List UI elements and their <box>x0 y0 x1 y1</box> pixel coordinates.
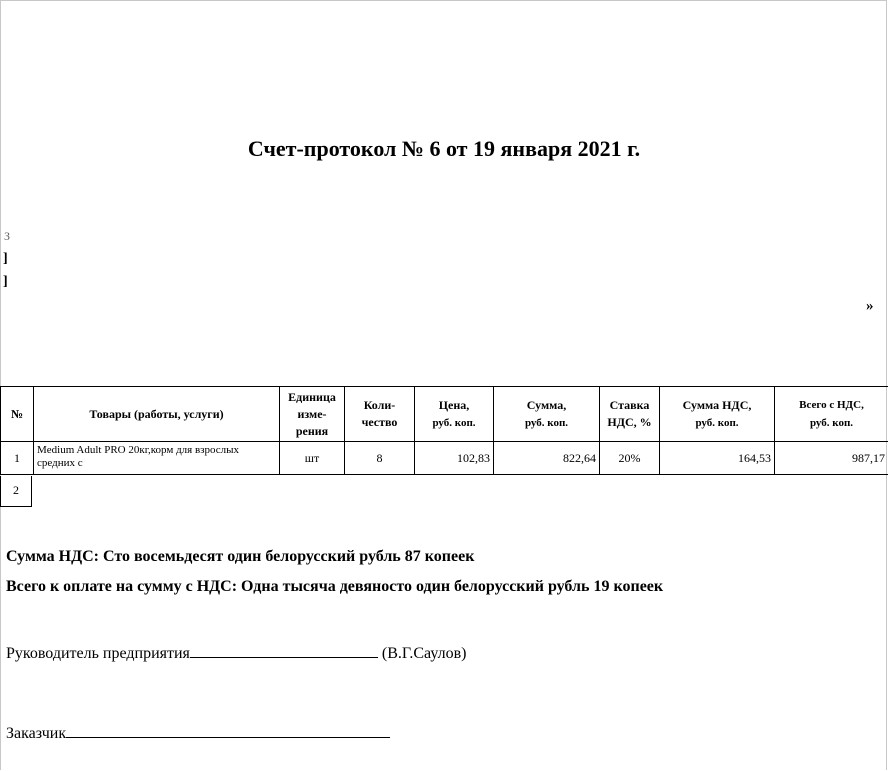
truncated-fragment-3: ] <box>3 274 8 289</box>
cell-goods-name: Medium Adult PRO 20кг,корм для взрослых средних с <box>34 442 280 475</box>
director-label: Руководитель предприятия <box>6 645 190 662</box>
cell-unit: шт <box>280 442 345 475</box>
total-amount-words: Всего к оплате на сумму с НДС: Одна тысяча девяносто один белорусский рубль 19 копеек <box>6 578 664 595</box>
vat-amount-words: Сумма НДС: Сто восемьдесят один белорусский рубль 87 копеек <box>6 548 475 565</box>
header-unit: Единица изме- рения <box>280 387 345 442</box>
cell-vat-sum: 164,53 <box>660 442 775 475</box>
header-qty: Коли- чество <box>345 387 415 442</box>
cell-qty: 8 <box>345 442 415 475</box>
header-vat-sum: Сумма НДС, руб. коп. <box>660 387 775 442</box>
cell-sum: 822,64 <box>494 442 600 475</box>
customer-signature-line <box>6 723 390 743</box>
cell-total: 987,17 <box>775 442 888 475</box>
table-header-row <box>1 387 888 442</box>
header-goods: Товары (работы, услуги) <box>34 387 280 442</box>
document-title: Счет-протокол № 6 от 19 января 2021 г. <box>247 136 641 161</box>
truncated-fragment-1: З <box>4 229 11 243</box>
director-signature-blank <box>190 643 378 658</box>
truncated-fragment-2: ] <box>3 251 8 266</box>
customer-label: Заказчик <box>6 725 67 742</box>
header-num: № <box>1 387 34 442</box>
customer-signature-blank <box>66 723 390 738</box>
cell-num: 1 <box>1 442 34 475</box>
header-price: Цена, руб. коп. <box>415 387 494 442</box>
items-table <box>0 386 888 475</box>
cell-price: 102,83 <box>415 442 494 475</box>
header-total: Всего с НДС, руб. коп. <box>775 387 888 442</box>
table-row-number-2: 2 <box>0 476 32 507</box>
director-name: (В.Г.Саулов) <box>381 645 467 662</box>
table-row <box>1 442 888 475</box>
header-sum: Сумма, руб. коп. <box>494 387 600 442</box>
truncated-fragment-quote: » <box>866 298 874 314</box>
cell-vat-rate: 20% <box>600 442 660 475</box>
director-signature-line <box>6 643 467 663</box>
header-vat-rate: Ставка НДС, % <box>600 387 660 442</box>
